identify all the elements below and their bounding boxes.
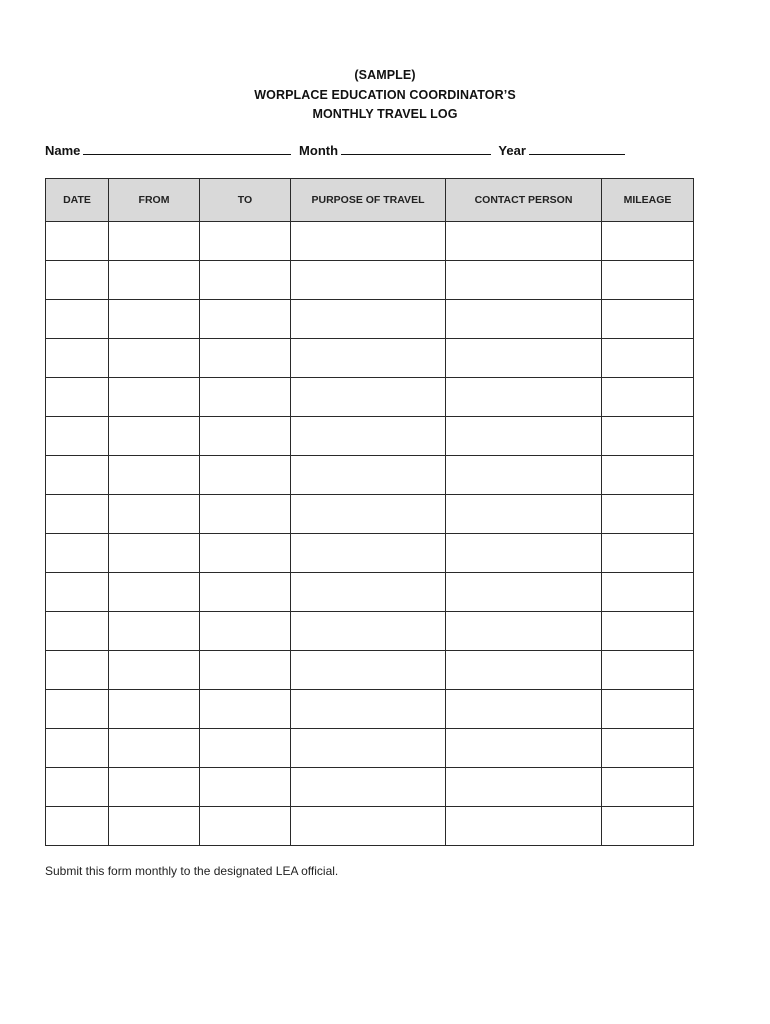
from-cell[interactable] [109, 729, 200, 768]
purpose-cell[interactable] [291, 612, 446, 651]
date-cell[interactable] [46, 768, 109, 807]
mileage-cell[interactable] [602, 222, 694, 261]
contact-cell[interactable] [446, 768, 602, 807]
contact-cell[interactable] [446, 456, 602, 495]
form-fields [45, 142, 629, 158]
month-label: Month [299, 143, 339, 158]
date-cell[interactable] [46, 300, 109, 339]
date-cell[interactable] [46, 417, 109, 456]
column-header-contact: CONTACT PERSON [446, 179, 602, 222]
to-cell[interactable] [200, 495, 291, 534]
table-row [46, 729, 694, 768]
from-cell[interactable] [109, 807, 200, 846]
table-row [46, 456, 694, 495]
mileage-cell[interactable] [602, 261, 694, 300]
from-cell[interactable] [109, 456, 200, 495]
mileage-cell[interactable] [602, 300, 694, 339]
table-row [46, 300, 694, 339]
purpose-cell[interactable] [291, 534, 446, 573]
date-cell[interactable] [46, 651, 109, 690]
submission-note: Submit this form monthly to the designated LEA official. [45, 864, 339, 878]
mileage-cell[interactable] [602, 534, 694, 573]
from-cell[interactable] [109, 222, 200, 261]
to-cell[interactable] [200, 729, 291, 768]
table-row [46, 534, 694, 573]
from-cell[interactable] [109, 573, 200, 612]
mileage-cell[interactable] [602, 768, 694, 807]
table-row [46, 651, 694, 690]
mileage-cell[interactable] [602, 729, 694, 768]
month-field[interactable] [341, 142, 491, 155]
column-header-to: TO [200, 179, 291, 222]
purpose-cell[interactable] [291, 339, 446, 378]
title-travel-log: MONTHLY TRAVEL LOG [312, 107, 458, 121]
date-cell[interactable] [46, 261, 109, 300]
table-row [46, 261, 694, 300]
to-cell[interactable] [200, 651, 291, 690]
purpose-cell[interactable] [291, 573, 446, 612]
date-cell[interactable] [46, 339, 109, 378]
contact-cell[interactable] [446, 651, 602, 690]
from-cell[interactable] [109, 534, 200, 573]
purpose-cell[interactable] [291, 300, 446, 339]
date-cell[interactable] [46, 378, 109, 417]
to-cell[interactable] [200, 261, 291, 300]
purpose-cell[interactable] [291, 807, 446, 846]
purpose-cell[interactable] [291, 651, 446, 690]
mileage-cell[interactable] [602, 456, 694, 495]
from-cell[interactable] [109, 378, 200, 417]
contact-cell[interactable] [446, 417, 602, 456]
mileage-cell[interactable] [602, 495, 694, 534]
from-cell[interactable] [109, 417, 200, 456]
contact-cell[interactable] [446, 300, 602, 339]
from-cell[interactable] [109, 300, 200, 339]
mileage-cell[interactable] [602, 612, 694, 651]
to-cell[interactable] [200, 807, 291, 846]
contact-cell[interactable] [446, 261, 602, 300]
purpose-cell[interactable] [291, 261, 446, 300]
to-cell[interactable] [200, 222, 291, 261]
mileage-cell[interactable] [602, 690, 694, 729]
purpose-cell[interactable] [291, 690, 446, 729]
to-cell[interactable] [200, 300, 291, 339]
purpose-cell[interactable] [291, 222, 446, 261]
date-cell[interactable] [46, 495, 109, 534]
date-cell[interactable] [46, 729, 109, 768]
date-cell[interactable] [46, 456, 109, 495]
purpose-cell[interactable] [291, 417, 446, 456]
table-row [46, 222, 694, 261]
purpose-cell[interactable] [291, 729, 446, 768]
contact-cell[interactable] [446, 573, 602, 612]
table-row [46, 690, 694, 729]
from-cell[interactable] [109, 495, 200, 534]
column-header-date: DATE [46, 179, 109, 222]
to-cell[interactable] [200, 378, 291, 417]
contact-cell[interactable] [446, 690, 602, 729]
to-cell[interactable] [200, 417, 291, 456]
to-cell[interactable] [200, 768, 291, 807]
to-cell[interactable] [200, 573, 291, 612]
contact-cell[interactable] [446, 495, 602, 534]
table-row [46, 807, 694, 846]
date-cell[interactable] [46, 222, 109, 261]
contact-cell[interactable] [446, 729, 602, 768]
purpose-cell[interactable] [291, 456, 446, 495]
contact-cell[interactable] [446, 612, 602, 651]
date-cell[interactable] [46, 690, 109, 729]
to-cell[interactable] [200, 339, 291, 378]
table-row [46, 573, 694, 612]
from-cell[interactable] [109, 651, 200, 690]
table-row [46, 339, 694, 378]
date-cell[interactable] [46, 612, 109, 651]
purpose-cell[interactable] [291, 495, 446, 534]
table-row [46, 417, 694, 456]
table-row [46, 768, 694, 807]
contact-cell[interactable] [446, 339, 602, 378]
mileage-cell[interactable] [602, 378, 694, 417]
contact-cell[interactable] [446, 222, 602, 261]
from-cell[interactable] [109, 690, 200, 729]
column-header-from: FROM [109, 179, 200, 222]
contact-cell[interactable] [446, 807, 602, 846]
travel-log-table [45, 178, 694, 846]
date-cell[interactable] [46, 807, 109, 846]
to-cell[interactable] [200, 612, 291, 651]
form-title [0, 66, 770, 125]
mileage-cell[interactable] [602, 807, 694, 846]
table-row [46, 495, 694, 534]
from-cell[interactable] [109, 339, 200, 378]
title-coordinator: WORPLACE EDUCATION COORDINATOR’S [254, 87, 516, 102]
mileage-cell[interactable] [602, 573, 694, 612]
contact-cell[interactable] [446, 534, 602, 573]
title-sample: (SAMPLE) [354, 68, 416, 82]
to-cell[interactable] [200, 690, 291, 729]
from-cell[interactable] [109, 261, 200, 300]
contact-cell[interactable] [446, 378, 602, 417]
column-header-mileage: MILEAGE [602, 179, 694, 222]
from-cell[interactable] [109, 768, 200, 807]
table-header-row [46, 179, 694, 222]
purpose-cell[interactable] [291, 768, 446, 807]
purpose-cell[interactable] [291, 378, 446, 417]
name-field[interactable] [83, 142, 291, 155]
year-field[interactable] [529, 142, 625, 155]
table-row [46, 378, 694, 417]
to-cell[interactable] [200, 534, 291, 573]
date-cell[interactable] [46, 573, 109, 612]
mileage-cell[interactable] [602, 417, 694, 456]
column-header-purpose: PURPOSE OF TRAVEL [291, 179, 446, 222]
mileage-cell[interactable] [602, 339, 694, 378]
date-cell[interactable] [46, 534, 109, 573]
to-cell[interactable] [200, 456, 291, 495]
year-label: Year [498, 143, 526, 158]
table-row [46, 612, 694, 651]
name-label: Name [45, 143, 81, 158]
from-cell[interactable] [109, 612, 200, 651]
table-body [46, 222, 694, 846]
mileage-cell[interactable] [602, 651, 694, 690]
